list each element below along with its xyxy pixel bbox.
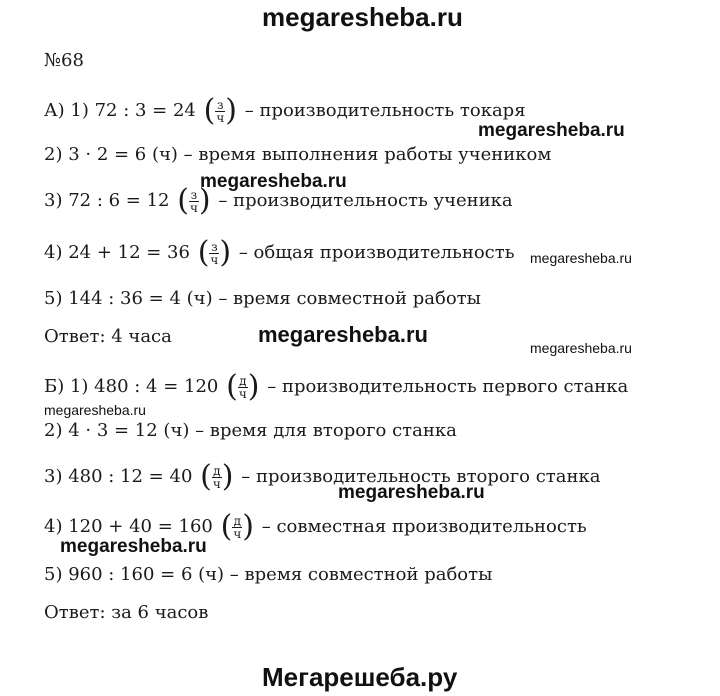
part-a-step-4-unit: ( $\frac{з}{ч}$ ) bbox=[197, 235, 232, 270]
part-b-step-2: 2) 4 · 3 = 12 (ч) – время для второго станка bbox=[44, 420, 457, 441]
watermark: megaresheba.ru bbox=[258, 322, 428, 347]
task-number: №68 bbox=[44, 50, 84, 71]
part-b-step-1-unit: ( $\frac{д}{ч}$ ) bbox=[226, 369, 260, 404]
part-a-step-1-expr: А) 1) 72 : 3 = 24 bbox=[44, 100, 196, 121]
header-site-title: megaresheba.ru bbox=[262, 2, 463, 32]
watermark: megaresheba.ru bbox=[60, 536, 207, 557]
part-b-step-5: 5) 960 : 160 = 6 (ч) – время совместной работы bbox=[44, 564, 493, 585]
part-a-step-4-desc: – общая производительность bbox=[238, 242, 515, 263]
part-b-answer: Ответ: за 6 часов bbox=[44, 602, 209, 623]
part-a-step-4 bbox=[44, 235, 515, 270]
part-b-step-4-expr: 4) 120 + 40 = 160 bbox=[44, 516, 213, 537]
watermark: megaresheba.ru bbox=[338, 482, 485, 503]
part-b-step-1 bbox=[44, 369, 629, 404]
part-a-step-1 bbox=[44, 93, 526, 128]
watermark: megaresheba.ru bbox=[44, 402, 146, 418]
part-a-step-1-unit: ( $\frac{з}{ч}$ ) bbox=[203, 93, 237, 128]
part-a-step-2: 2) 3 · 2 = 6 (ч) – время выполнения работы учеником bbox=[44, 144, 552, 165]
part-b-step-1-desc: – производительность первого станка bbox=[267, 376, 629, 397]
part-b-step-3-expr: 3) 480 : 12 = 40 bbox=[44, 466, 193, 487]
part-a-step-3-desc: – производительность ученика bbox=[218, 190, 513, 211]
part-b-step-3-unit: ( $\frac{д}{ч}$ ) bbox=[200, 459, 234, 494]
part-a-step-4-expr: 4) 24 + 12 = 36 bbox=[44, 242, 190, 263]
watermark: megaresheba.ru bbox=[478, 120, 625, 141]
watermark: megaresheba.ru bbox=[200, 171, 347, 192]
part-a-answer: Ответ: 4 часа bbox=[44, 326, 172, 347]
part-a-step-1-desc: – производительность токаря bbox=[244, 100, 526, 121]
watermark: megaresheba.ru bbox=[530, 250, 632, 266]
footer-site-title: Мегарешеба.ру bbox=[262, 662, 458, 692]
part-a-step-5: 5) 144 : 36 = 4 (ч) – время совместной работы bbox=[44, 288, 481, 309]
part-a-step-3-unit: ( $\frac{з}{ч}$ ) bbox=[177, 183, 211, 218]
part-a-step-3-expr: 3) 72 : 6 = 12 bbox=[44, 190, 170, 211]
part-b-step-4-desc: – совместная производительность bbox=[261, 516, 587, 537]
part-b-step-4-unit: ( $\frac{д}{ч}$ ) bbox=[220, 509, 254, 544]
part-b-step-1-expr: Б) 1) 480 : 4 = 120 bbox=[44, 376, 219, 397]
part-a-step-3 bbox=[44, 183, 513, 218]
watermark: megaresheba.ru bbox=[530, 340, 632, 356]
part-b-step-3-desc: – производительность второго станка bbox=[241, 466, 601, 487]
